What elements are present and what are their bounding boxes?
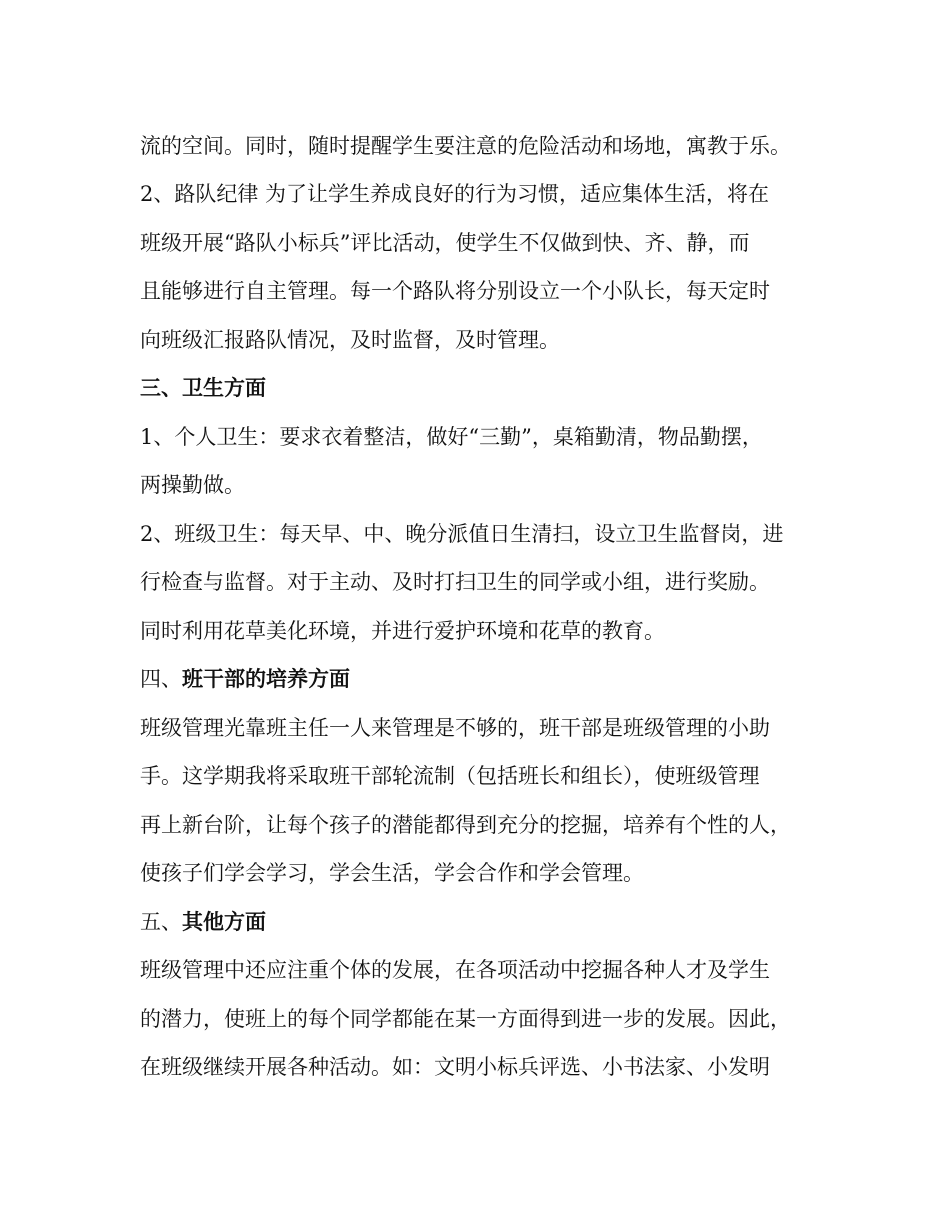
- paragraph-line: 手。这学期我将采取班干部轮流制（包括班长和组长），使班级管理: [140, 764, 760, 788]
- paragraph-line: 2、路队纪律 为了让学生养成良好的行为习惯，适应集体生活，将在: [140, 182, 770, 206]
- section-number: 四、: [140, 667, 182, 691]
- paragraph-line: 再上新台阶，让每个孩子的潜能都得到充分的挖掘，培养有个性的人，: [140, 813, 791, 837]
- paragraph-line: 流的空间。同时，随时提醒学生要注意的危险活动和场地，寓教于乐。: [140, 134, 791, 158]
- paragraph-line: 班级开展“路队小标兵”评比活动，使学生不仅做到快、齐、静，而: [140, 231, 750, 255]
- paragraph-line: 行检查与监督。对于主动、及时打扫卫生的同学或小组，进行奖励。: [140, 570, 770, 594]
- paragraph-line: 同时利用花草美化环境，并进行爱护环境和花草的教育。: [140, 619, 665, 643]
- paragraph-line: 在班级继续开展各种活动。如：文明小标兵评选、小书法家、小发明: [140, 1055, 770, 1079]
- paragraph-line: 2、班级卫生：每天早、中、晚分派值日生清扫，设立卫生监督岗，进: [140, 522, 784, 546]
- paragraph-line: 1、个人卫生：要求衣着整洁，做好“三勤”，桌箱勤清，物品勤摆，: [140, 425, 763, 449]
- paragraph-line: 使孩子们学会学习，学会生活，学会合作和学会管理。: [140, 861, 644, 885]
- paragraph-line: 班级管理中还应注重个体的发展，在各项活动中挖掘各种人才及学生: [140, 958, 770, 982]
- paragraph-line: 的潜力，使班上的每个同学都能在某一方面得到进一步的发展。因此，: [140, 1007, 791, 1031]
- paragraph-line: 两操勤做。: [140, 473, 245, 497]
- section-heading-class-cadres: [140, 665, 350, 693]
- section-title: 班干部的培养方面: [182, 667, 350, 691]
- paragraph-line: 且能够进行自主管理。每一个路队将分别设立一个小队长，每天定时: [140, 279, 770, 303]
- section-title: 其他方面: [182, 910, 266, 934]
- section-heading-hygiene: 三、卫生方面: [140, 376, 266, 400]
- section-heading-other: [140, 908, 266, 936]
- paragraph-line: 向班级汇报路队情况，及时监督，及时管理。: [140, 328, 560, 352]
- section-number: 五、: [140, 910, 182, 934]
- paragraph-line: 班级管理光靠班主任一人来管理是不够的，班干部是班级管理的小助: [140, 716, 770, 740]
